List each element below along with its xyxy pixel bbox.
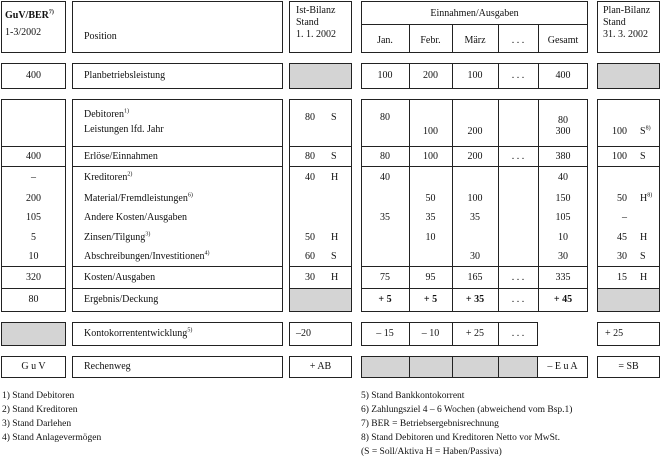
leistungen-feb: 100: [423, 126, 438, 137]
erloese-plan: 100: [612, 151, 627, 162]
row-separator: [597, 166, 660, 167]
header-ist-line3: 1. 1. 2002: [296, 29, 336, 40]
abschreibungen-label: Abschreibungen/Investitionen$^{4)}$: [84, 250, 210, 262]
abschreibungen-ist-side: S: [331, 251, 337, 262]
zinsen-plan-side: H: [640, 232, 648, 243]
rechenweg-ist: + AB: [309, 361, 332, 372]
zinsen-ist: 50: [305, 232, 315, 243]
andere-guv: 105: [26, 212, 41, 223]
zinsen-feb: 10: [425, 232, 436, 243]
footnote-2: 2) Stand Kreditoren: [2, 405, 78, 415]
footnote-4: 4) Stand Anlagevermögen: [2, 433, 102, 443]
row-separator: [72, 146, 283, 147]
kosten-ist-side: H: [331, 272, 339, 283]
header-month-mar: März: [464, 35, 486, 46]
planbetrieb-dots: . . .: [511, 70, 525, 81]
material-total: 150: [555, 193, 571, 204]
kosten-guv: 320: [26, 272, 41, 283]
konto-guv-shaded: [1, 322, 66, 346]
ergebnis-jan: + 5: [378, 294, 392, 305]
row-separator: [289, 146, 352, 147]
erloese-feb: 100: [423, 151, 438, 162]
header-plan-line1: Plan-Bilanz: [603, 5, 651, 16]
erloese-guv: 400: [26, 151, 41, 162]
debitoren-jan: 80: [380, 112, 390, 123]
planbetrieb-jan: 100: [377, 70, 393, 81]
rechenweg-plan: = SB: [618, 361, 639, 372]
planbetrieb-plan-shaded: [597, 63, 660, 89]
header-position: Position: [84, 31, 117, 42]
leistungen-label: Leistungen lfd. Jahr: [84, 124, 164, 135]
material-mar: 100: [467, 193, 483, 204]
header-ist-line1: Ist-Bilanz: [296, 5, 336, 16]
zinsen-total: 10: [558, 232, 568, 243]
header-month-feb: Febr.: [420, 35, 441, 46]
kosten-dots: . . .: [511, 272, 525, 283]
row-separator: [361, 266, 588, 267]
footnote-7: 7) BER = Betriebsergebnisrechnung: [361, 419, 499, 429]
ergebnis-label: Ergebnis/Deckung: [84, 294, 159, 305]
debitoren-ist: 80: [305, 112, 315, 123]
andere-label: Andere Kosten/Ausgaben: [84, 212, 188, 223]
leistungen-mar: 200: [467, 126, 483, 137]
header-period: 1-3/2002: [5, 27, 42, 38]
planbetrieb-ist-shaded: [289, 63, 352, 89]
footnote-3: 3) Stand Darlehen: [2, 419, 72, 429]
row-separator: [1, 166, 66, 167]
abschreibungen-plan-side: S: [640, 251, 646, 262]
kosten-plan-side: H: [640, 272, 648, 283]
leistungen-plan: 100: [612, 126, 627, 137]
header-month-total: Gesamt: [547, 35, 579, 46]
erloese-total: 380: [555, 151, 571, 162]
kreditoren-ist-side: H: [331, 172, 339, 183]
header-position-box: [72, 1, 283, 53]
footnote-1: 1) Stand Debitoren: [2, 391, 75, 401]
konto-plan: + 25: [605, 328, 624, 339]
abschreibungen-ist: 60: [305, 251, 315, 262]
row-separator: [289, 166, 352, 167]
andere-total: 105: [555, 212, 571, 223]
header-guv-label: GuV/BER$^{7)}$: [5, 9, 54, 21]
zinsen-label: Zinsen/Tilgung$^{3)}$: [84, 231, 151, 243]
erloese-label: Erlöse/Einnahmen: [84, 151, 158, 162]
rechenweg-einaus-shaded: [361, 356, 538, 378]
konto-dots: . . .: [511, 328, 525, 339]
footnote-legend: (S = Soll/Aktiva H = Haben/Passiva): [361, 447, 502, 457]
header-ist-line2: Stand: [296, 17, 319, 28]
row-separator: [361, 146, 588, 147]
material-plan-side: $H^{8)}$: [640, 192, 653, 204]
row-separator: [1, 288, 66, 289]
ergebnis-dots: . . .: [511, 294, 525, 305]
row-separator: [597, 146, 660, 147]
zinsen-guv: 5: [31, 232, 36, 243]
konto-jan: – 15: [376, 328, 394, 339]
planbetrieb-guv: 400: [26, 70, 41, 81]
footnote-5: 5) Stand Bankkontokorrent: [361, 391, 465, 401]
planbetrieb-label: Planbetriebsleistung: [84, 70, 166, 81]
andere-feb: 35: [425, 212, 436, 223]
abschreibungen-total: 30: [558, 251, 568, 262]
planbetrieb-mar: 100: [467, 70, 483, 81]
erloese-ist: 80: [305, 151, 315, 162]
row-separator: [72, 266, 283, 267]
erloese-ist-side: S: [331, 151, 337, 162]
zinsen-ist-side: H: [331, 232, 339, 243]
erloese-mar: 200: [467, 151, 483, 162]
konto-label: Kontokorrententwicklung$^{5)}$: [84, 327, 193, 339]
ergebnis-plan-shaded: [597, 288, 660, 312]
kosten-label: Kosten/Ausgaben: [84, 272, 156, 283]
col-divider: [452, 356, 453, 378]
rechenweg-guv: G u V: [21, 361, 46, 372]
kosten-mar: 165: [467, 272, 483, 283]
zinsen-plan: 45: [617, 232, 627, 243]
ergebnis-guv: 80: [28, 294, 39, 305]
row-separator: [1, 146, 66, 147]
debitoren-total: 80: [558, 115, 568, 126]
footnote-6: 6) Zahlungsziel 4 – 6 Wochen (abweichend vom Bsp.1): [361, 405, 573, 415]
header-plan-line2: Stand: [603, 17, 626, 28]
kosten-jan: 75: [380, 272, 390, 283]
debitoren-label: Debitoren$^{1)}$: [84, 108, 129, 120]
header-einaus-title: Einnahmen/Ausgaben: [430, 8, 519, 19]
material-label: Material/Fremdleistungen$^{6)}$: [84, 192, 193, 204]
planbetrieb-total: 400: [555, 70, 571, 81]
andere-plan: –: [622, 212, 627, 223]
col-divider: [409, 356, 410, 378]
leistungen-plan-side: $S^{8)}$: [640, 125, 651, 137]
kosten-plan: 15: [617, 272, 627, 283]
kreditoren-label: Kreditoren$^{2)}$: [84, 171, 133, 183]
leistungen-total: 300: [555, 126, 571, 137]
konto-feb: – 10: [421, 328, 440, 339]
row-separator: [1, 266, 66, 267]
andere-jan: 35: [380, 212, 390, 223]
header-month-dots: . . .: [511, 35, 525, 46]
erloese-jan: 80: [380, 151, 390, 162]
kreditoren-guv: –: [31, 172, 36, 183]
material-guv: 200: [26, 193, 41, 204]
abschreibungen-plan: 30: [617, 251, 627, 262]
abschreibungen-guv: 10: [28, 251, 39, 262]
erloese-dots: . . .: [511, 151, 525, 162]
row-separator: [72, 166, 283, 167]
planbetrieb-feb: 200: [423, 70, 438, 81]
header-month-jan: Jan.: [377, 35, 393, 46]
header-einaus-divider: [361, 24, 588, 25]
kosten-ist: 30: [305, 272, 315, 283]
row-separator: [289, 266, 352, 267]
material-feb: 50: [425, 193, 436, 204]
material-plan: 50: [617, 193, 627, 204]
rechenweg-total: – E u A: [547, 361, 578, 372]
header-plan-line3: 31. 3. 2002: [603, 29, 648, 40]
kosten-feb: 95: [425, 272, 436, 283]
debitoren-ist-side: S: [331, 112, 337, 123]
row-separator: [361, 166, 588, 167]
ergebnis-feb: + 5: [423, 294, 438, 305]
kreditoren-ist: 40: [305, 172, 315, 183]
andere-mar: 35: [470, 212, 480, 223]
rechenweg-label: Rechenweg: [84, 361, 131, 372]
erloese-plan-side: S: [640, 151, 646, 162]
konto-ist: –20: [296, 328, 311, 339]
footnote-8: 8) Stand Debitoren und Kreditoren Netto vor MwSt.: [361, 433, 560, 443]
col-divider: [498, 356, 499, 378]
row-separator: [72, 288, 283, 289]
kreditoren-jan: 40: [380, 172, 390, 183]
row-separator: [597, 266, 660, 267]
konto-mar: + 25: [465, 328, 485, 339]
abschreibungen-mar: 30: [470, 251, 480, 262]
kreditoren-total: 40: [558, 172, 568, 183]
ergebnis-total: + 45: [553, 294, 573, 305]
kosten-total: 335: [555, 272, 571, 283]
ergebnis-ist-shaded: [289, 288, 352, 312]
ergebnis-mar: + 35: [465, 294, 485, 305]
row-separator: [361, 288, 588, 289]
